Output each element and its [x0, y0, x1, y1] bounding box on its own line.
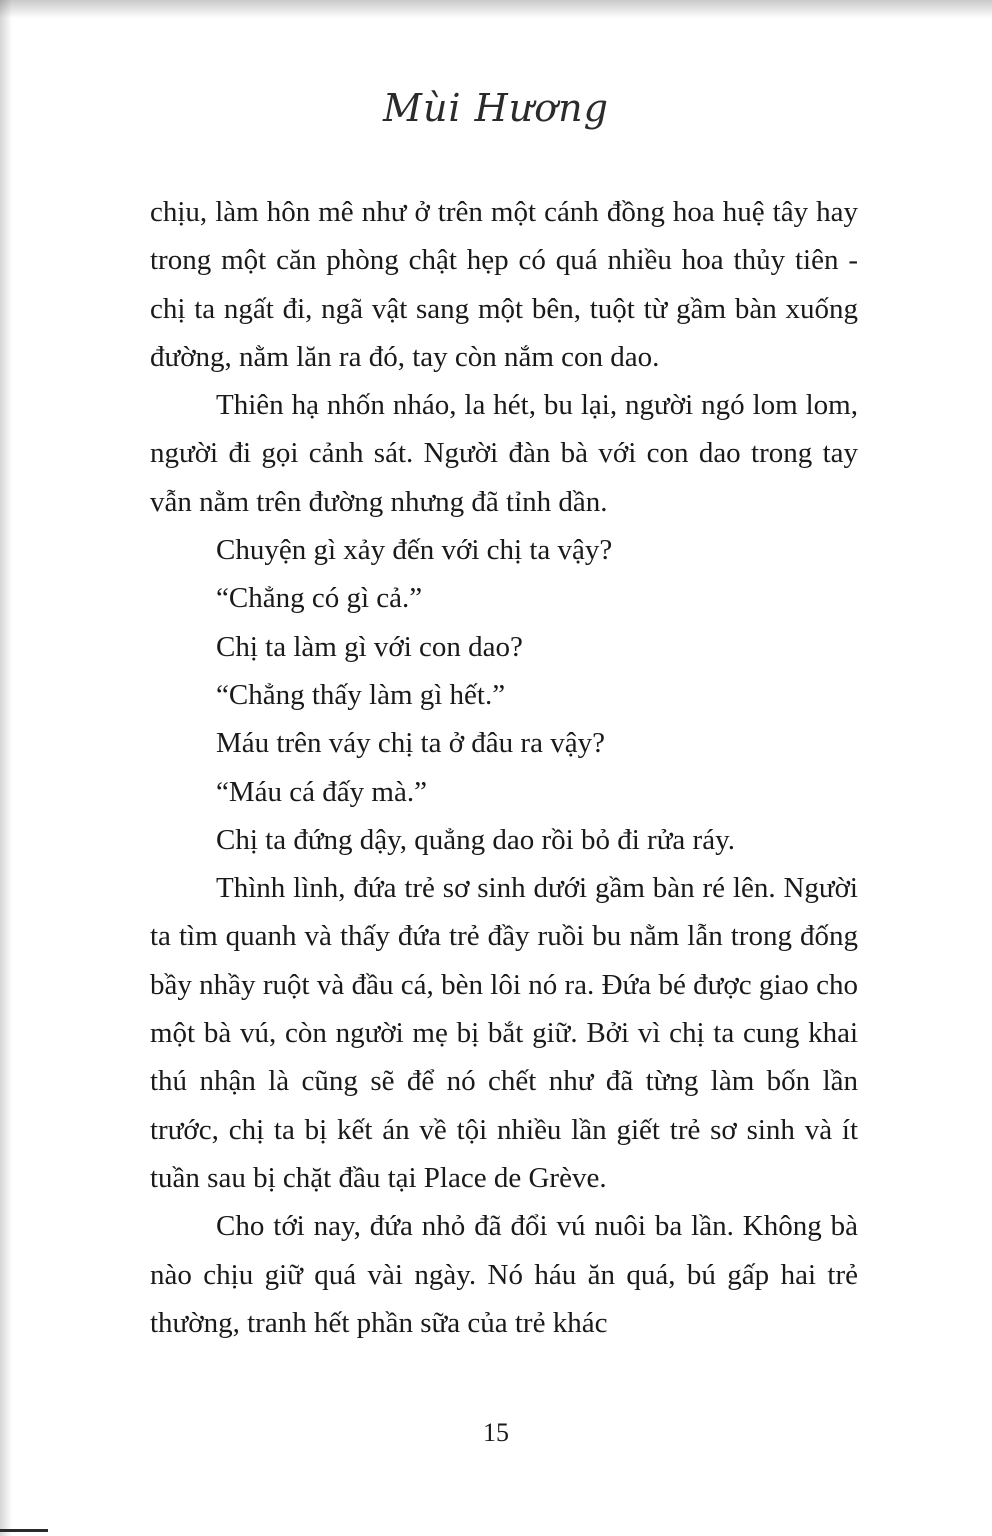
page-number: 15	[483, 1418, 509, 1447]
page-edge-mark	[0, 1529, 48, 1532]
book-page-body	[150, 188, 858, 1347]
dialog-question-1: Chuyện gì xảy đến với chị ta vậy?	[216, 534, 613, 567]
dialog-question-3: Máu trên váy chị ta ở đâu ra vậy?	[216, 727, 605, 760]
page-left-shadow	[0, 0, 12, 1536]
dialog-question-2: Chị ta làm gì với con dao?	[216, 630, 523, 663]
paragraph-wet-nurses: Cho tới nay, đứa nhỏ đã đổi vú nuôi ba lần. Không bà nào chịu giữ quá vài ngày. Nó háu ăn quá, bú gấp hai trẻ thường, tranh hết phần sữa của trẻ khác	[150, 1210, 858, 1339]
page-top-shadow	[0, 0, 992, 18]
dialog-answer-1: “Chẳng có gì cả.”	[216, 582, 423, 615]
dialog-answer-3: “Máu cá đấy mà.”	[216, 775, 427, 808]
dialog-answer-2: “Chẳng thấy làm gì hết.”	[216, 678, 506, 711]
running-header-title: Mùi Hương	[383, 86, 609, 130]
paragraph-stands-up: Chị ta đứng dậy, quẳng dao rồi bỏ đi rửa ráy.	[216, 823, 735, 856]
paragraph-crowd: Thiên hạ nhốn nháo, la hét, bu lại, người ngó lom lom, người đi gọi cảnh sát. Người đàn bà với con dao trong tay vẫn nằm trên đường nhưng đã tỉnh dần.	[150, 389, 858, 518]
paragraph-infant-found: Thình lình, đứa trẻ sơ sinh dưới gầm bàn ré lên. Người ta tìm quanh và thấy đứa trẻ đầy ruồi bu nằm lẫn trong đống bầy nhầy ruột và đầu cá, bèn lôi nó ra. Đứa bé được giao cho một bà vú, còn người mẹ bị bắt giữ. Bởi vì chị ta cung khai thú nhận là cũng sẽ để nó chết như đã từng làm bốn lần trước, chị ta bị kết án về tội nhiều lần giết trẻ sơ sinh và ít tuần sau bị chặt đầu tại Place de Grève.	[150, 872, 858, 1194]
paragraph-continued: chịu, làm hôn mê như ở trên một cánh đồng hoa huệ tây hay trong một căn phòng chật hẹp có quá nhiều hoa thủy tiên - chị ta ngất đi, ngã vật sang một bên, tuột từ gầm bàn xuống đường, nằm lăn ra đó, tay còn nắm con dao.	[150, 196, 858, 373]
